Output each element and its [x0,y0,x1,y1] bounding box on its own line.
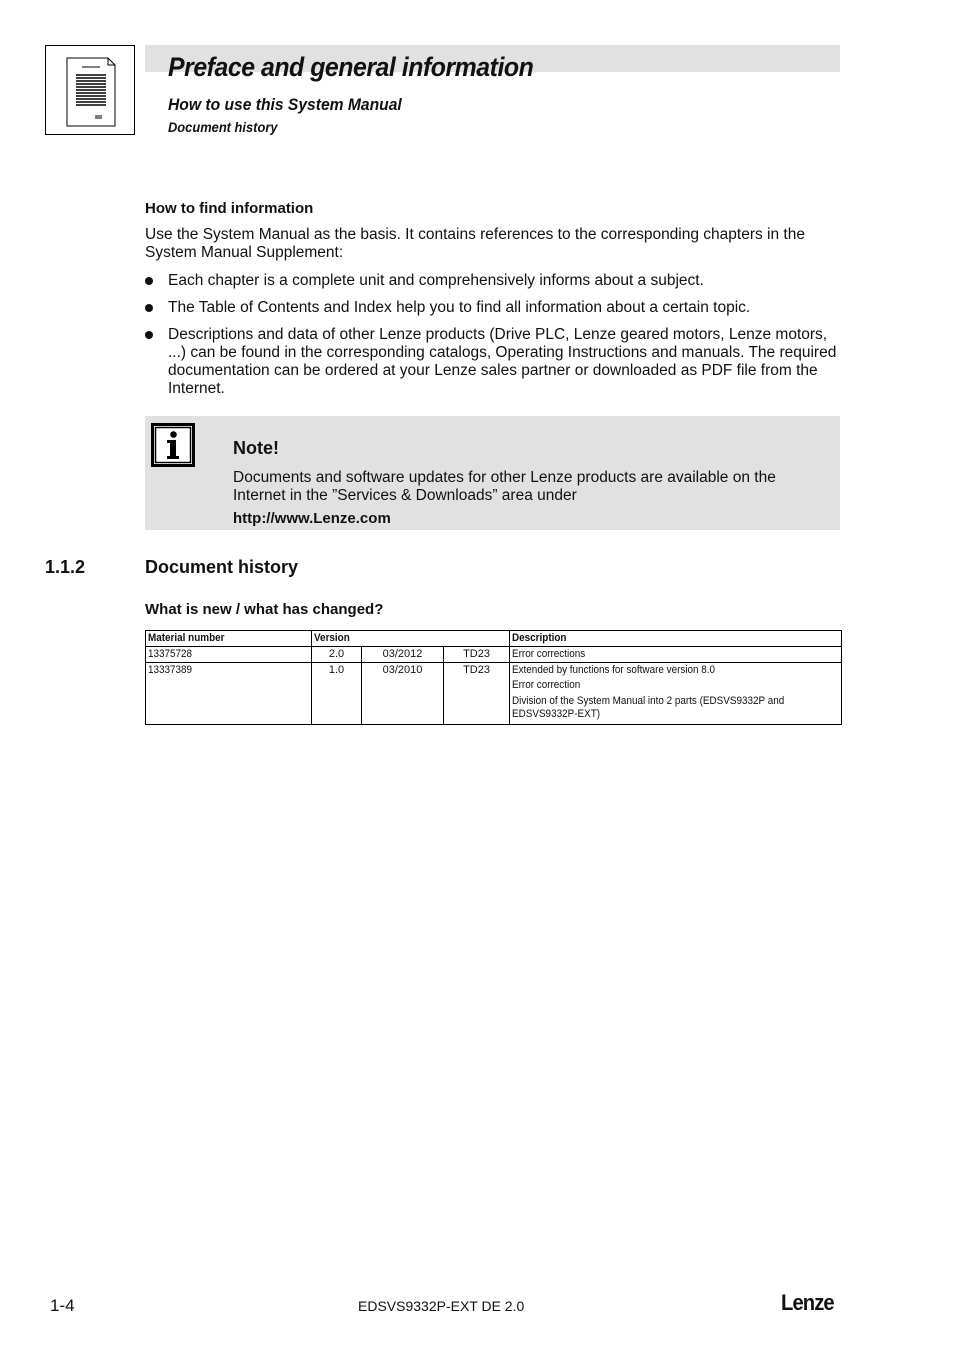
table-row [146,647,842,663]
lenze-logo: Lenze [781,1290,834,1315]
info-icon [151,423,195,472]
note-title: Note! [233,438,279,458]
bullet-text: The Table of Contents and Index help you to find all information about a certain topic. [168,299,751,316]
chapter-title: Preface and general information [168,52,534,82]
table-row [146,663,842,725]
bullet-icon [145,304,153,312]
version-cell: 1.0 [312,663,362,725]
date-cell: 03/2010 [362,663,444,725]
bullet-icon [145,277,153,285]
section-heading: Document history [145,557,299,577]
description-cell: Extended by functions for software version 8.0 Error correction Division of the System Manual into 2 parts (EDSVS9332P and EDSVS9332P-EXT) [510,663,842,725]
version-header: Version [312,631,510,647]
dept-cell: TD23 [444,647,510,663]
history-table [145,630,842,725]
date-cell: 03/2012 [362,647,444,663]
chapter-icon [45,45,135,135]
bullet-list [145,272,840,407]
bullet-icon [145,331,153,339]
how-to-find-heading: How to find information [145,200,314,217]
description-cell: Error corrections [510,647,842,663]
note-text: Documents and software updates for other Lenze products are available on the Internet in the ”Services & Downloads” area under [233,469,776,504]
material-cell: 13337389 [146,663,312,725]
section-number: 1.1.2 [45,557,86,577]
material-cell: 13375728 [146,647,312,663]
list-item [145,299,840,317]
dept-cell: TD23 [444,663,510,725]
section-title: How to use this System Manual [168,95,402,114]
list-item [145,272,840,290]
bullet-text: Descriptions and data of other Lenze products (Drive PLC, Lenze geared motors, Lenze motors, ...) can be found in the corresponding catalogs, Operating Instructions and manuals. The required documentation can be ordered at your Lenze sales partner or downloaded as PDF file from the Internet. [168,326,837,397]
page-number: 1-4 [50,1296,75,1315]
description-header: Description [510,631,842,647]
bullet-text: Each chapter is a complete unit and comprehensively informs about a subject. [168,272,704,289]
version-cell: 2.0 [312,647,362,663]
material-header: Material number [146,631,312,647]
list-item [145,326,840,398]
note-link[interactable]: http://www.Lenze.com [233,510,391,527]
document-icon [64,55,118,129]
document-id: EDSVS9332P-EXT DE 2.0 [358,1298,525,1314]
changes-heading: What is new / what has changed? [145,601,384,618]
intro-paragraph: Use the System Manual as the basis. It contains references to the corresponding chapters in the System Manual Supplement: [145,226,805,261]
table-header-row [146,631,842,647]
subsection-title: Document history [168,119,278,135]
